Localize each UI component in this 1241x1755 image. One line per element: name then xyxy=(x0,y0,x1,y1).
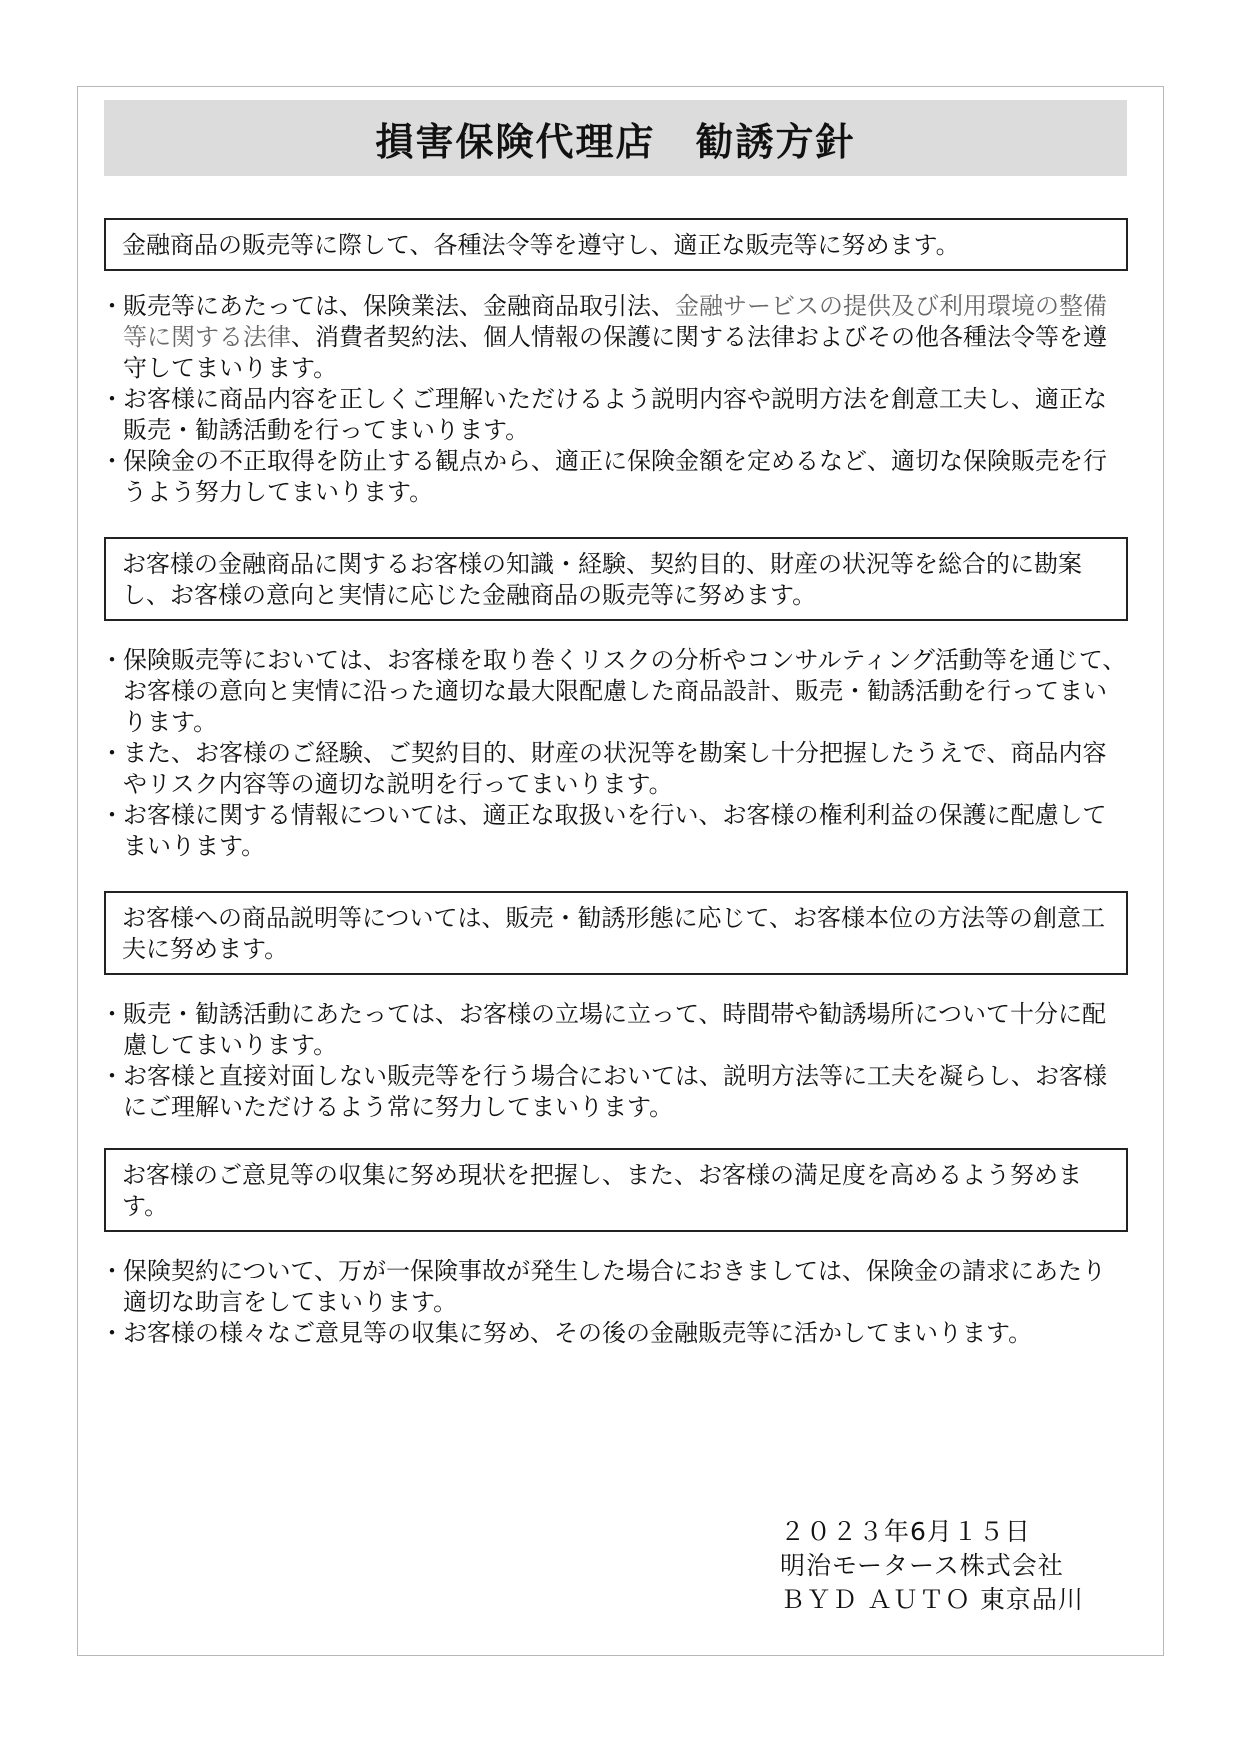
principle-box-2: お客様の金融商品に関するお客様の知識・経験、契約目的、財産の状況等を総合的に勘案し、お客様の意向と実情に応じた金融商品の販売等に努めます。 xyxy=(104,537,1128,621)
principle-box-3: お客様への商品説明等については、販売・勧誘形態に応じて、お客様本位の方法等の創意工夫に努めます。 xyxy=(104,891,1128,975)
company-name: 明治モータース株式会社 xyxy=(780,1551,1064,1580)
bullet-mark: ・ xyxy=(100,646,124,674)
bullet-mark: ・ xyxy=(100,1062,124,1090)
list-item xyxy=(100,645,1130,738)
bullet-list-1 xyxy=(100,291,1130,508)
bullet-mark: ・ xyxy=(100,801,124,829)
bullet-text: お客様の様々なご意見等の収集に努め、その後の金融販売等に活かしてまいります。 xyxy=(123,1319,1033,1347)
bullet-text: 保険販売等においては、お客様を取り巻くリスクの分析やコンサルティング活動等を通じて、お客様の意向と実情に沿った適切な最大限配慮した商品設計、販売・勧誘活動を行ってまいります。 xyxy=(123,646,1127,736)
bullet-text-post: 、消費者契約法、個人情報の保護に関する法律およびその他各種法令等を遵守してまいります。 xyxy=(123,323,1107,382)
bullet-mark: ・ xyxy=(100,1000,124,1028)
bullet-text: お客様と直接対面しない販売等を行う場合においては、説明方法等に工夫を凝らし、お客様にご理解いただけるよう常に努力してまいります。 xyxy=(123,1062,1107,1121)
law-link[interactable]: 金融サービスの提供及び利用環境の整備等に関する法律 xyxy=(123,292,1107,351)
page-title: 損害保険代理店 勧誘方針 xyxy=(375,119,856,164)
list-item xyxy=(100,384,1130,446)
signature-block xyxy=(780,1515,1084,1617)
list-item xyxy=(100,1318,1130,1349)
bullet-text-pre: 販売等にあたっては、保険業法、金融商品取引法、 xyxy=(123,292,675,320)
bullet-list-2 xyxy=(100,645,1130,862)
list-item xyxy=(100,1061,1130,1123)
list-item xyxy=(100,800,1130,862)
bullet-mark: ・ xyxy=(100,385,124,413)
list-item xyxy=(100,999,1130,1061)
principle-box-1: 金融商品の販売等に際して、各種法令等を遵守し、適正な販売等に努めます。 xyxy=(104,218,1128,271)
bullet-mark: ・ xyxy=(100,1257,124,1285)
bullet-mark: ・ xyxy=(100,1319,124,1347)
bullet-mark: ・ xyxy=(100,739,124,767)
list-item xyxy=(100,1256,1130,1318)
list-item xyxy=(100,291,1130,384)
bullet-text: 保険金の不正取得を防止する観点から、適正に保険金額を定めるなど、適切な保険販売を行うよう努力してまいります。 xyxy=(123,447,1107,506)
bullet-mark: ・ xyxy=(100,447,124,475)
list-item xyxy=(100,738,1130,800)
bullet-text: 販売・勧誘活動にあたっては、お客様の立場に立って、時間帯や勧誘場所について十分に配慮してまいります。 xyxy=(123,1000,1107,1059)
bullet-list-3 xyxy=(100,999,1130,1123)
store-name: ＢＹＤ ＡＵＴＯ 東京品川 xyxy=(780,1585,1084,1614)
title-bar xyxy=(104,100,1127,176)
principle-box-4: お客様のご意見等の収集に努め現状を把握し、また、お客様の満足度を高めるよう努めます。 xyxy=(104,1148,1128,1232)
issue-date: ２０２３年6月１５日 xyxy=(780,1517,1031,1546)
bullet-text: お客様に商品内容を正しくご理解いただけるよう説明内容や説明方法を創意工夫し、適正な販売・勧誘活動を行ってまいります。 xyxy=(123,385,1107,444)
bullet-text: また、お客様のご経験、ご契約目的、財産の状況等を勘案し十分把握したうえで、商品内容やリスク内容等の適切な説明を行ってまいります。 xyxy=(123,739,1107,798)
bullet-list-4 xyxy=(100,1256,1130,1349)
bullet-text: 保険契約について、万が一保険事故が発生した場合におきましては、保険金の請求にあたり適切な助言をしてまいります。 xyxy=(123,1257,1107,1316)
bullet-mark: ・ xyxy=(100,292,124,320)
list-item xyxy=(100,446,1130,508)
bullet-text: お客様に関する情報については、適正な取扱いを行い、お客様の権利利益の保護に配慮してまいります。 xyxy=(123,801,1107,860)
